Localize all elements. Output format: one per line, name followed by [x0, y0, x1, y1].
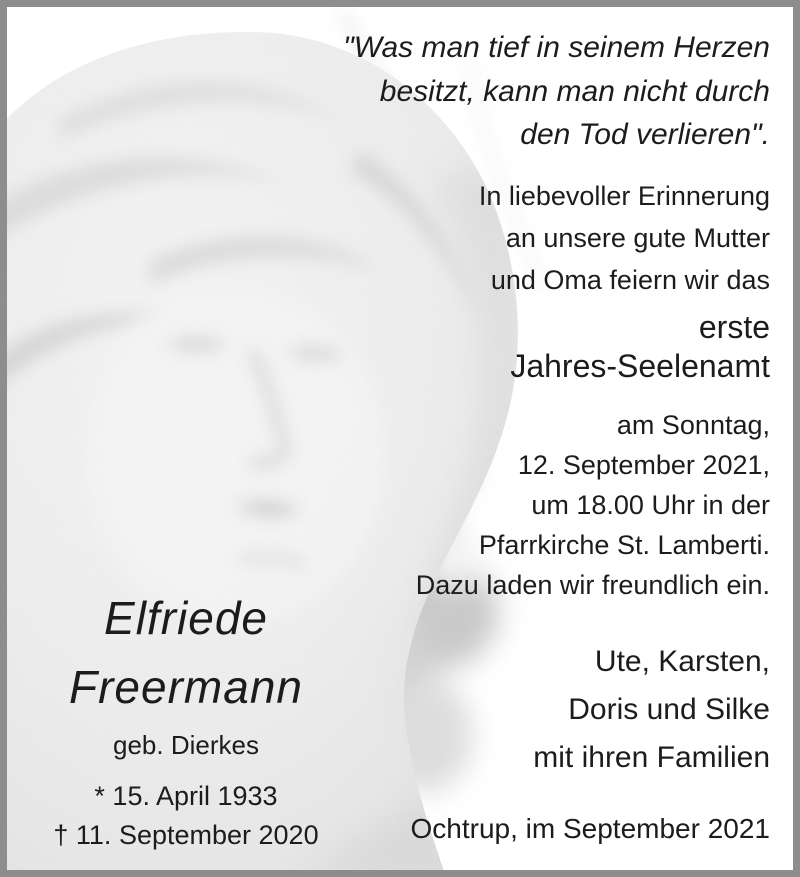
quote-line: besitzt, kann man nicht durch	[379, 74, 770, 108]
death-date: † 11. September 2020	[53, 820, 319, 851]
service-detail-line: Dazu laden wir freundlich ein.	[415, 569, 770, 600]
family-line: mit ihren Familien	[533, 741, 770, 774]
service-detail-line: 12. September 2021,	[517, 449, 770, 480]
intro-line: und Oma feiern wir das	[490, 264, 770, 295]
service-detail-line: Pfarrkirche St. Lamberti.	[478, 529, 770, 560]
family-names	[533, 638, 770, 782]
service-detail-line: am Sonntag,	[616, 410, 770, 440]
remembrance-intro	[479, 176, 770, 302]
maiden-name: geb. Dierkes	[113, 730, 259, 760]
closing-line: Ochtrup, im September 2021	[410, 813, 770, 844]
service-detail-line: um 18.00 Uhr in der	[531, 489, 770, 520]
service-title	[510, 308, 770, 386]
life-dates	[5, 777, 367, 855]
service-title-line: Jahres-Seelenamt	[510, 348, 770, 385]
intro-line: In liebevoller Erinnerung	[478, 181, 770, 211]
birth-date: * 15. April 1933	[94, 781, 278, 811]
deceased-name	[5, 584, 367, 722]
deceased-last-name: Freermann	[69, 661, 303, 713]
memorial-quote	[343, 26, 770, 157]
deceased-first-name: Elfriede	[104, 592, 268, 644]
quote-line: "Was man tief in seinem Herzen	[343, 31, 770, 64]
quote-line: den Tod verlieren".	[520, 118, 770, 151]
intro-line: an unsere gute Mutter	[505, 222, 770, 253]
family-line: Doris und Silke	[568, 693, 770, 726]
service-details	[416, 406, 770, 606]
service-title-line: erste	[698, 309, 770, 345]
family-line: Ute, Karsten,	[594, 645, 770, 678]
